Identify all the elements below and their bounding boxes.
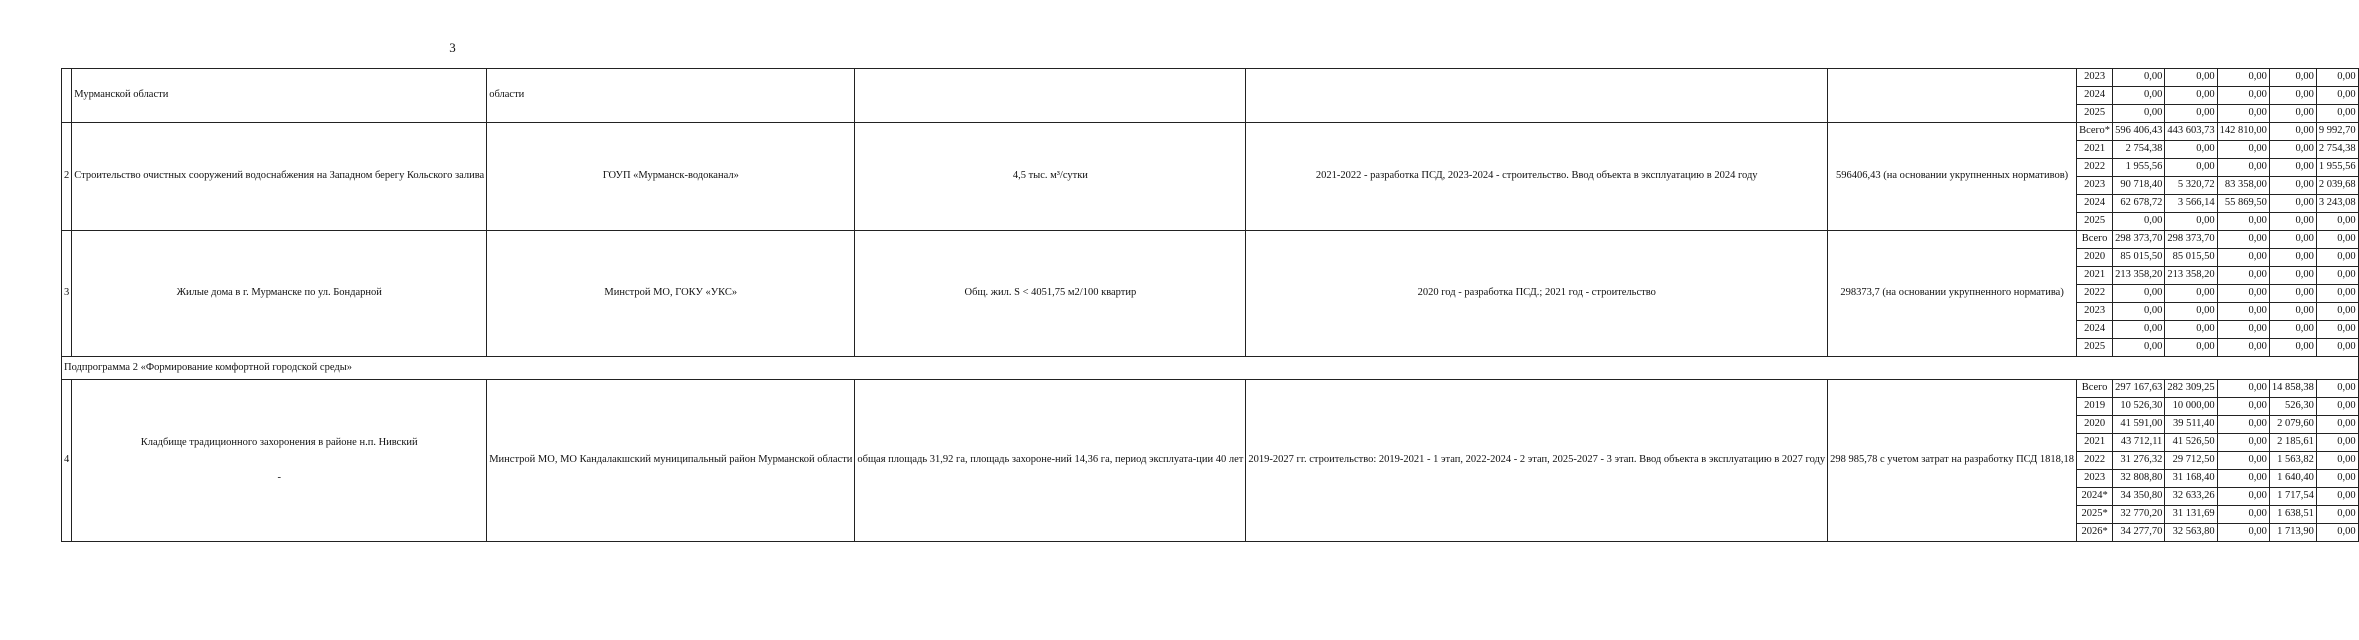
year-cell: 2026* xyxy=(2077,524,2113,542)
year-cell: 2025 xyxy=(2077,105,2113,123)
value-cell: 0,00 xyxy=(2316,69,2358,87)
value-cell: 55 869,50 xyxy=(2217,195,2269,213)
value-cell: 0,00 xyxy=(2217,213,2269,231)
page-number: 3 xyxy=(449,40,456,55)
value-cell: 0,00 xyxy=(2316,452,2358,470)
year-cell: 2021 xyxy=(2077,141,2113,159)
value-cell: 0,00 xyxy=(2217,416,2269,434)
value-cell: 3 566,14 xyxy=(2165,195,2217,213)
value-cell: 0,00 xyxy=(2217,380,2269,398)
value-cell: 41 591,00 xyxy=(2113,416,2165,434)
value-cell: 0,00 xyxy=(2217,69,2269,87)
value-cell: 32 563,80 xyxy=(2165,524,2217,542)
capacity-cell: Общ. жил. S < 4051,75 м2/100 квартир xyxy=(855,231,1246,357)
value-cell: 83 358,00 xyxy=(2217,177,2269,195)
table-row xyxy=(62,380,2359,398)
year-cell: Всего* xyxy=(2077,123,2113,141)
value-cell: 0,00 xyxy=(2217,249,2269,267)
value-cell: 1 955,56 xyxy=(2113,159,2165,177)
row-number-cell: 4 xyxy=(62,380,72,542)
year-cell: Всего xyxy=(2077,380,2113,398)
value-cell: 0,00 xyxy=(2217,434,2269,452)
value-cell: 0,00 xyxy=(2269,87,2316,105)
value-cell: 2 039,68 xyxy=(2316,177,2358,195)
value-cell: 0,00 xyxy=(2316,267,2358,285)
value-cell: 85 015,50 xyxy=(2165,249,2217,267)
value-cell: 0,00 xyxy=(2113,213,2165,231)
value-cell: 0,00 xyxy=(2316,339,2358,357)
cost-cell: 298 985,78 с учетом затрат на разработку ПСД 1818,18 xyxy=(1828,380,2077,542)
value-cell: 0,00 xyxy=(2316,398,2358,416)
year-cell: 2019 xyxy=(2077,398,2113,416)
object-name-cell: Строительство очистных сооружений водоснабжения на Западном берегу Кольского залива xyxy=(72,123,487,231)
value-cell: 0,00 xyxy=(2217,488,2269,506)
value-cell: 31 131,69 xyxy=(2165,506,2217,524)
value-cell: 3 243,08 xyxy=(2316,195,2358,213)
value-cell: 85 015,50 xyxy=(2113,249,2165,267)
value-cell: 2 185,61 xyxy=(2269,434,2316,452)
value-cell: 142 810,00 xyxy=(2217,123,2269,141)
value-cell: 0,00 xyxy=(2316,321,2358,339)
value-cell: 34 350,80 xyxy=(2113,488,2165,506)
value-cell: 0,00 xyxy=(2113,285,2165,303)
value-cell: 0,00 xyxy=(2165,303,2217,321)
value-cell: 1 955,56 xyxy=(2316,159,2358,177)
value-cell: 0,00 xyxy=(2217,267,2269,285)
value-cell: 0,00 xyxy=(2269,285,2316,303)
value-cell: 0,00 xyxy=(2217,470,2269,488)
object-name-cell: Жилые дома в г. Мурманске по ул. Бондарной xyxy=(72,231,487,357)
value-cell: 41 526,50 xyxy=(2165,434,2217,452)
year-cell: 2024 xyxy=(2077,87,2113,105)
year-cell: 2024* xyxy=(2077,488,2113,506)
value-cell: 0,00 xyxy=(2113,321,2165,339)
year-cell: 2024 xyxy=(2077,321,2113,339)
value-cell: 0,00 xyxy=(2269,69,2316,87)
capacity-cell xyxy=(855,69,1246,123)
cost-cell xyxy=(1828,69,2077,123)
value-cell: 32 633,26 xyxy=(2165,488,2217,506)
value-cell: 0,00 xyxy=(2269,177,2316,195)
value-cell: 0,00 xyxy=(2316,87,2358,105)
value-cell: 0,00 xyxy=(2269,231,2316,249)
year-cell: 2022 xyxy=(2077,452,2113,470)
value-cell: 0,00 xyxy=(2269,105,2316,123)
value-cell: 0,00 xyxy=(2217,339,2269,357)
value-cell: 90 718,40 xyxy=(2113,177,2165,195)
value-cell: 14 858,38 xyxy=(2269,380,2316,398)
year-cell: Всего xyxy=(2077,231,2113,249)
value-cell: 0,00 xyxy=(2217,303,2269,321)
value-cell: 0,00 xyxy=(2165,285,2217,303)
customer-cell: Минстрой МО, МО Кандалакшский муниципальный район Мурманской области xyxy=(487,380,855,542)
value-cell: 298 373,70 xyxy=(2165,231,2217,249)
value-cell: 0,00 xyxy=(2316,488,2358,506)
year-cell: 2025 xyxy=(2077,213,2113,231)
value-cell: 0,00 xyxy=(2217,141,2269,159)
capital-construction-table xyxy=(61,68,2359,542)
value-cell: 0,00 xyxy=(2165,321,2217,339)
customer-cell: ГОУП «Мурманск-водоканал» xyxy=(487,123,855,231)
customer-cell: Минстрой МО, ГОКУ «УКС» xyxy=(487,231,855,357)
value-cell: 596 406,43 xyxy=(2113,123,2165,141)
value-cell: 0,00 xyxy=(2269,249,2316,267)
value-cell: 0,00 xyxy=(2269,213,2316,231)
value-cell: 62 678,72 xyxy=(2113,195,2165,213)
value-cell: 1 563,82 xyxy=(2269,452,2316,470)
value-cell: 2 754,38 xyxy=(2113,141,2165,159)
value-cell: 0,00 xyxy=(2217,524,2269,542)
value-cell: 0,00 xyxy=(2217,285,2269,303)
value-cell: 0,00 xyxy=(2269,141,2316,159)
cost-cell: 596406,43 (на основании укрупненных нормативов) xyxy=(1828,123,2077,231)
value-cell: 0,00 xyxy=(2113,339,2165,357)
value-cell: 32 808,80 xyxy=(2113,470,2165,488)
value-cell: 10 000,00 xyxy=(2165,398,2217,416)
table-row xyxy=(62,231,2359,249)
value-cell: 0,00 xyxy=(2316,285,2358,303)
period-cell: 2021-2022 - разработка ПСД, 2023-2024 - строительство. Ввод объекта в эксплуатацию в 2024 году xyxy=(1246,123,1828,231)
value-cell: 0,00 xyxy=(2165,159,2217,177)
value-cell: 0,00 xyxy=(2113,69,2165,87)
dash-mark: - xyxy=(277,471,281,483)
object-name-cell: Мурманской области xyxy=(72,69,487,123)
value-cell: 1 640,40 xyxy=(2269,470,2316,488)
value-cell: 0,00 xyxy=(2217,452,2269,470)
value-cell: 0,00 xyxy=(2165,105,2217,123)
year-cell: 2025 xyxy=(2077,339,2113,357)
value-cell: 526,30 xyxy=(2269,398,2316,416)
value-cell: 0,00 xyxy=(2165,87,2217,105)
row-number-cell: 2 xyxy=(62,123,72,231)
value-cell: 213 358,20 xyxy=(2113,267,2165,285)
value-cell: 0,00 xyxy=(2165,141,2217,159)
value-cell: 297 167,63 xyxy=(2113,380,2165,398)
value-cell: 0,00 xyxy=(2316,105,2358,123)
value-cell: 0,00 xyxy=(2269,321,2316,339)
value-cell: 0,00 xyxy=(2217,159,2269,177)
year-cell: 2023 xyxy=(2077,177,2113,195)
value-cell: 0,00 xyxy=(2316,470,2358,488)
year-cell: 2020 xyxy=(2077,249,2113,267)
value-cell: 2 079,60 xyxy=(2269,416,2316,434)
value-cell: 31 168,40 xyxy=(2165,470,2217,488)
capacity-cell: общая площадь 31,92 га, площадь захороне-ний 14,36 га, период эксплуата-ции 40 лет xyxy=(855,380,1246,542)
row-number-cell xyxy=(62,69,72,123)
value-cell: 0,00 xyxy=(2316,416,2358,434)
value-cell: 0,00 xyxy=(2217,105,2269,123)
year-cell: 2023 xyxy=(2077,69,2113,87)
value-cell: 0,00 xyxy=(2316,434,2358,452)
capacity-cell: 4,5 тыс. м³/сутки xyxy=(855,123,1246,231)
value-cell: 0,00 xyxy=(2269,267,2316,285)
subprogram-heading: Подпрограмма 2 «Формирование комфортной городской среды» xyxy=(62,357,2359,380)
value-cell: 0,00 xyxy=(2316,506,2358,524)
value-cell: 0,00 xyxy=(2113,303,2165,321)
value-cell: 9 992,70 xyxy=(2316,123,2358,141)
table-row xyxy=(62,69,2359,87)
value-cell: 0,00 xyxy=(2217,506,2269,524)
value-cell: 0,00 xyxy=(2269,339,2316,357)
subprogram-row xyxy=(62,357,2359,380)
value-cell: 0,00 xyxy=(2165,339,2217,357)
value-cell: 0,00 xyxy=(2217,231,2269,249)
value-cell: 0,00 xyxy=(2165,69,2217,87)
row-number-cell: 3 xyxy=(62,231,72,357)
year-cell: 2023 xyxy=(2077,303,2113,321)
value-cell: 282 309,25 xyxy=(2165,380,2217,398)
value-cell: 0,00 xyxy=(2269,303,2316,321)
value-cell: 0,00 xyxy=(2269,159,2316,177)
year-cell: 2022 xyxy=(2077,159,2113,177)
value-cell: 1 638,51 xyxy=(2269,506,2316,524)
value-cell: 0,00 xyxy=(2316,249,2358,267)
cost-cell: 298373,7 (на основании укрупненного норматива) xyxy=(1828,231,2077,357)
value-cell: 0,00 xyxy=(2113,105,2165,123)
value-cell: 0,00 xyxy=(2316,231,2358,249)
value-cell: 5 320,72 xyxy=(2165,177,2217,195)
value-cell: 1 717,54 xyxy=(2269,488,2316,506)
value-cell: 0,00 xyxy=(2269,195,2316,213)
object-name-cell xyxy=(72,380,487,542)
value-cell: 34 277,70 xyxy=(2113,524,2165,542)
year-cell: 2022 xyxy=(2077,285,2113,303)
year-cell: 2023 xyxy=(2077,470,2113,488)
value-cell: 0,00 xyxy=(2113,87,2165,105)
value-cell: 0,00 xyxy=(2316,524,2358,542)
value-cell: 0,00 xyxy=(2316,380,2358,398)
table-row xyxy=(62,123,2359,141)
value-cell: 1 713,90 xyxy=(2269,524,2316,542)
period-cell xyxy=(1246,69,1828,123)
value-cell: 0,00 xyxy=(2217,398,2269,416)
value-cell: 0,00 xyxy=(2217,87,2269,105)
value-cell: 0,00 xyxy=(2217,321,2269,339)
year-cell: 2021 xyxy=(2077,267,2113,285)
year-cell: 2021 xyxy=(2077,434,2113,452)
value-cell: 0,00 xyxy=(2269,123,2316,141)
period-cell: 2020 год - разработка ПСД.; 2021 год - строительство xyxy=(1246,231,1828,357)
value-cell: 213 358,20 xyxy=(2165,267,2217,285)
value-cell: 39 511,40 xyxy=(2165,416,2217,434)
value-cell: 443 603,73 xyxy=(2165,123,2217,141)
value-cell: 32 770,20 xyxy=(2113,506,2165,524)
value-cell: 29 712,50 xyxy=(2165,452,2217,470)
value-cell: 10 526,30 xyxy=(2113,398,2165,416)
value-cell: 2 754,38 xyxy=(2316,141,2358,159)
value-cell: 0,00 xyxy=(2316,303,2358,321)
period-cell: 2019-2027 гг. строительство: 2019-2021 - 1 этап, 2022-2024 - 2 этап, 2025-2027 - 3 этап. Ввод объекта в эксплуатацию в 2027 году xyxy=(1246,380,1828,542)
customer-cell: области xyxy=(487,69,855,123)
year-cell: 2020 xyxy=(2077,416,2113,434)
value-cell: 298 373,70 xyxy=(2113,231,2165,249)
value-cell: 43 712,11 xyxy=(2113,434,2165,452)
year-cell: 2024 xyxy=(2077,195,2113,213)
value-cell: 0,00 xyxy=(2316,213,2358,231)
value-cell: 31 276,32 xyxy=(2113,452,2165,470)
object-name-text: Кладбище традиционного захоронения в районе н.п. Нивский xyxy=(140,436,418,448)
year-cell: 2025* xyxy=(2077,506,2113,524)
value-cell: 0,00 xyxy=(2165,213,2217,231)
